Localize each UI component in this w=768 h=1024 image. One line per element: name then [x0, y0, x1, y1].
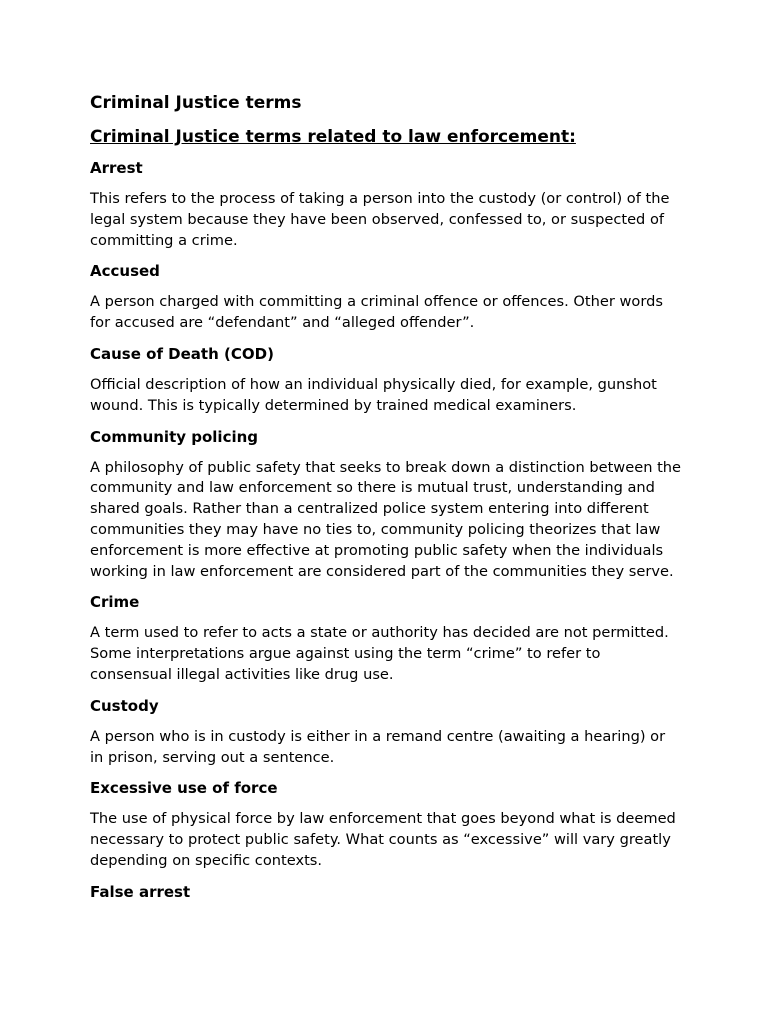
- term-definition: A term used to refer to acts a state or authority has decided are not permitted. Some interpretations argue against using the term “crime” to refer to consensual illegal activities like drug use.: [90, 624, 669, 683]
- term-definition: This refers to the process of taking a person into the custody (or control) of the legal system because they have been observed, confessed to, or suspected of committing a crime.: [90, 190, 670, 249]
- glossary-entry-arrest: [90, 158, 682, 251]
- term-heading: Custody: [90, 696, 159, 715]
- glossary-entry-cause-of-death: [90, 344, 682, 417]
- glossary-entry-excessive-use-of-force: [90, 778, 682, 871]
- term-heading: Cause of Death (COD): [90, 344, 274, 363]
- glossary-entry-custody: [90, 696, 682, 769]
- section-heading: Criminal Justice terms related to law enforcement:: [90, 127, 576, 147]
- term-definition: A person charged with committing a criminal offence or offences. Other words for accused are “defendant” and “alleged offender”.: [90, 293, 663, 332]
- glossary-entry-crime: [90, 592, 682, 685]
- glossary-entry-accused: [90, 261, 682, 334]
- glossary-entry-false-arrest: [90, 882, 682, 902]
- term-heading: False arrest: [90, 882, 191, 901]
- document-title: Criminal Justice terms: [90, 93, 302, 113]
- term-heading: Arrest: [90, 159, 143, 177]
- term-definition: The use of physical force by law enforcement that goes beyond what is deemed necessary to protect public safety. What counts as “excessive” will vary greatly depending on specific contexts.: [90, 810, 676, 869]
- term-definition: A person who is in custody is either in a remand centre (awaiting a hearing) or in prison, serving out a sentence.: [90, 727, 666, 766]
- term-definition: A philosophy of public safety that seeks to break down a distinction between the community and law enforcement so there is mutual trust, understanding and shared goals. Rather than a centralized police system entering into different communities they may have no ties to, community policing theorizes that law enforcement is more effective at promoting public safety when the individuals working in law enforcement are considered part of the communities they serve.: [90, 458, 682, 580]
- term-heading: Community policing: [90, 427, 259, 446]
- term-heading: Accused: [90, 262, 160, 281]
- document-body: [90, 92, 682, 913]
- term-definition: Official description of how an individual physically died, for example, gunshot wound. This is typically determined by trained medical examiners.: [90, 375, 657, 414]
- term-heading: Crime: [90, 593, 140, 612]
- glossary-entry-community-policing: [90, 427, 682, 583]
- term-heading: Excessive use of force: [90, 779, 278, 798]
